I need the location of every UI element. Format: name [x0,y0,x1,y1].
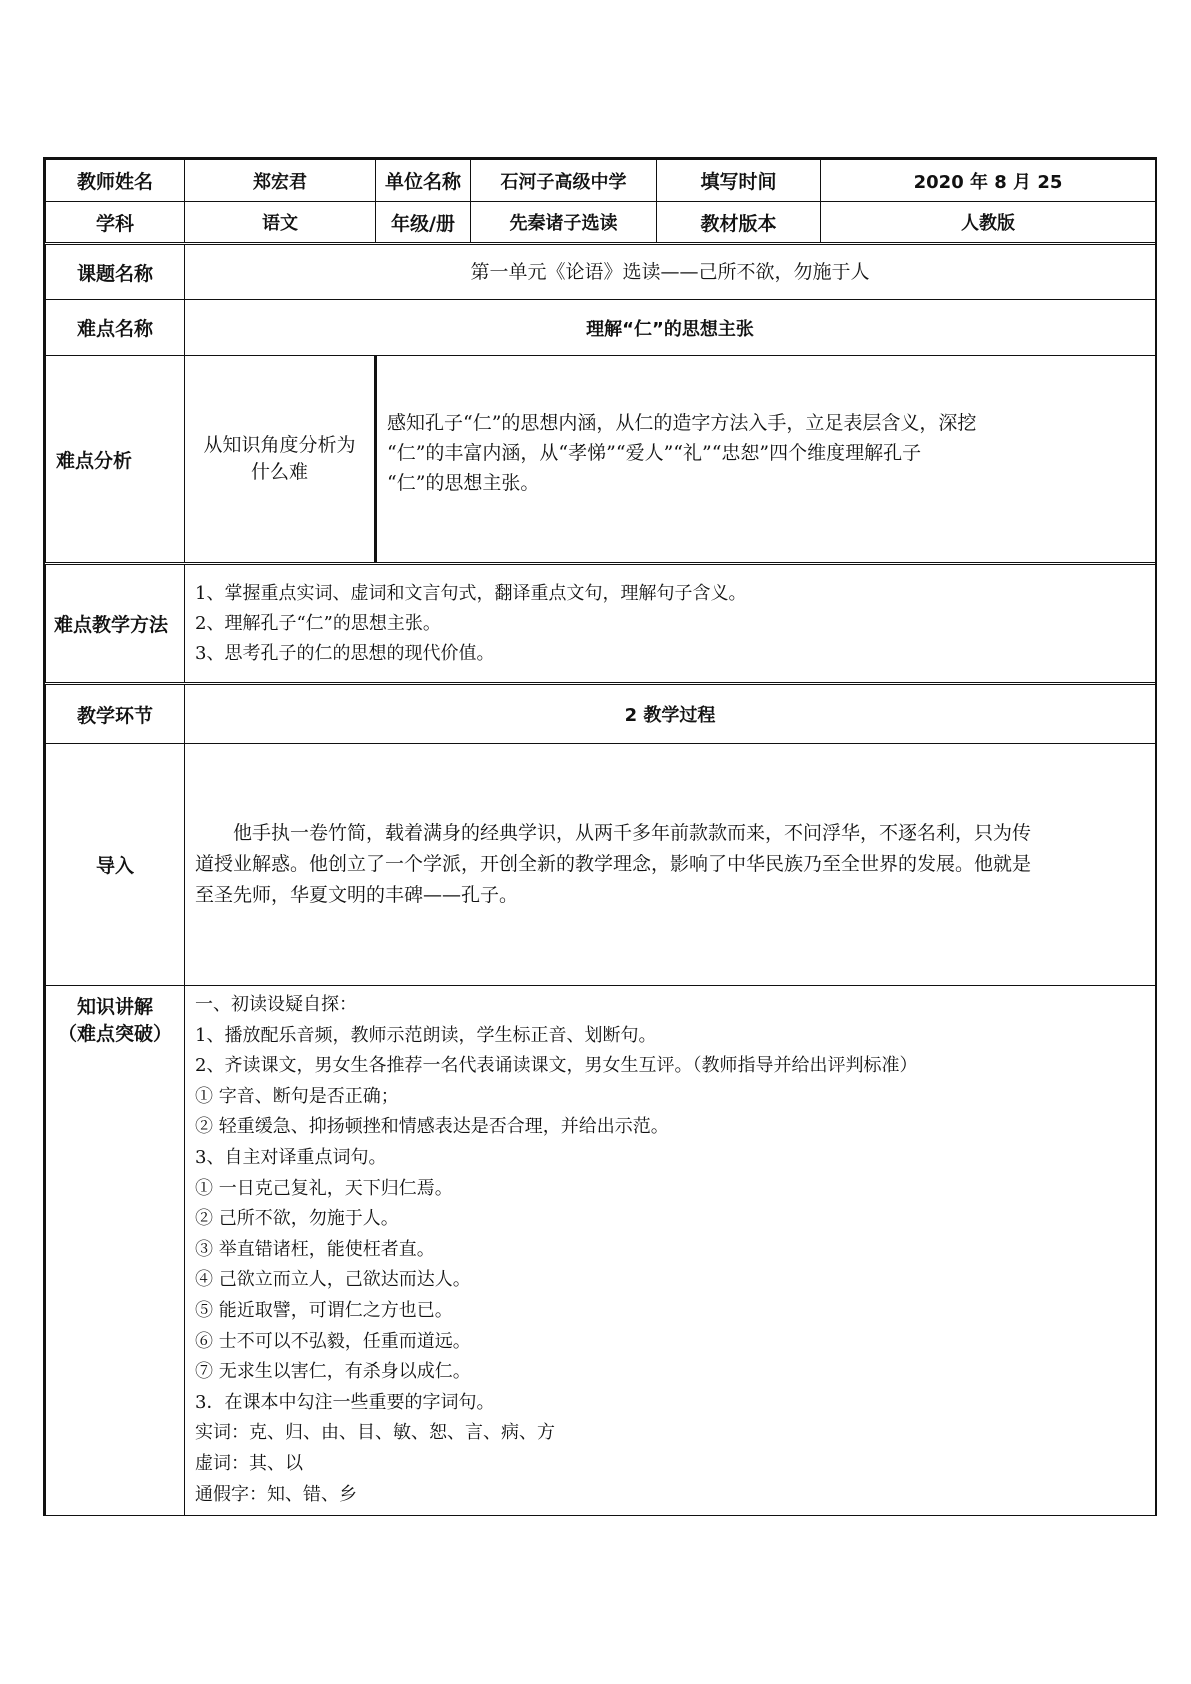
intro-label: 导入 [46,744,185,986]
knowledge-line: ⑦ 无求生以害仁，有杀身以成仁。 [195,1361,471,1383]
knowledge-line: 实词：克、归、由、目、敏、恕、言、病、方 [195,1422,555,1444]
knowledge-line: ① 一日克己复礼，天下归仁焉。 [195,1177,453,1199]
knowledge-line: 1、播放配乐音频，教师示范朗读，学生标正音、划断句。 [195,1024,657,1046]
subject-value: 语文 [185,202,376,244]
analysis-row [46,356,1156,564]
knowledge-line: ② 己所不欲，勿施于人。 [195,1208,399,1230]
methods-list [185,564,1156,684]
knowledge-line: ⑥ 士不可以不弘毅，任重而道远。 [195,1330,471,1352]
knowledge-line: 2、齐读课文，男女生各推荐一名代表诵读课文，男女生互评。（教师指导并给出评判标准） [195,1055,918,1077]
difficulty-row [46,300,1156,356]
unit-name-label: 单位名称 [376,160,471,202]
analysis-text-line1: 感知孔子“仁”的思想内涵，从仁的造字方法入手，立足表层含义，深挖 [387,412,977,434]
grade-label: 年级/册 [376,202,471,244]
edition-value: 人教版 [821,202,1156,244]
analysis-sub-label-line1: 从知识角度分析为 [203,434,356,456]
analysis-text-line3: “仁”的思想主张。 [387,472,540,494]
knowledge-row [46,986,1156,1516]
knowledge-line: ③ 举直错诸枉，能使枉者直。 [195,1238,435,1260]
subject-label: 学科 [46,202,185,244]
knowledge-line: ② 轻重缓急、抑扬顿挫和情感表达是否合理，并给出示范。 [195,1116,669,1138]
process-row [46,684,1156,744]
analysis-sub-label [185,356,376,564]
topic-row [46,244,1156,300]
grade-value: 先秦诸子选读 [471,202,657,244]
knowledge-label [46,986,185,1516]
knowledge-content [185,986,1156,1516]
knowledge-line: ⑤ 能近取譬，可谓仁之方也已。 [195,1299,453,1321]
knowledge-line: ④ 己欲立而立人，己欲达而达人。 [195,1269,471,1291]
analysis-text [376,356,1156,564]
methods-row [46,564,1156,684]
intro-text-line1: 他手执一卷竹简，载着满身的经典学识，从两千多年前款款而来，不问浮华，不逐名利，只为传 [233,822,1032,844]
knowledge-line: 一、初读设疑自探： [195,994,357,1015]
knowledge-line: ① 字音、断句是否正确； [195,1085,399,1107]
teacher-name-value: 郑宏君 [185,160,376,202]
process-value: 2 教学过程 [185,684,1156,744]
difficulty-value: 理解“仁”的思想主张 [185,300,1156,356]
knowledge-label-line1: 知识讲解 [76,996,153,1018]
knowledge-line: 3、自主对译重点词句。 [195,1146,387,1168]
intro-text-line3: 至圣先师，华夏文明的丰碑——孔子。 [195,884,519,906]
knowledge-line: 通假字：知、错、乡 [195,1483,357,1505]
methods-item: 3、思考孔子的仁的思想的现代价值。 [195,643,495,664]
unit-name-value: 石河子高级中学 [471,160,657,202]
lesson-plan-table [43,157,1157,1516]
methods-item: 1、掌握重点实词、虚词和文言句式，翻译重点文句，理解句子含义。 [195,583,747,604]
knowledge-label-line2: （难点突破） [57,1023,172,1045]
teacher-name-label: 教师姓名 [46,160,185,202]
difficulty-label: 难点名称 [46,300,185,356]
fill-date-label: 填写时间 [657,160,821,202]
topic-label: 课题名称 [46,244,185,300]
intro-text-line2: 道授业解惑。他创立了一个学派，开创全新的教学理念，影响了中华民族乃至全世界的发展。他就是 [195,853,1032,875]
analysis-label: 难点分析 [46,356,185,564]
header-row-2 [46,202,1156,244]
methods-item: 2、理解孔子“仁”的思想主张。 [195,613,441,634]
intro-row [46,744,1156,986]
edition-label: 教材版本 [657,202,821,244]
analysis-text-line2: “仁”的丰富内涵，从“孝悌”“爱人”“礼”“忠恕”四个维度理解孔子 [387,442,922,464]
process-label: 教学环节 [46,684,185,744]
knowledge-line: 3．在课本中勾注一些重要的字词句。 [195,1391,495,1413]
intro-text [185,744,1156,986]
header-row-1 [46,160,1156,202]
knowledge-line: 虚词：其、以 [195,1452,303,1474]
topic-value: 第一单元《论语》选读——己所不欲，勿施于人 [185,244,1156,300]
fill-date-value: 2020 年 8 月 25 [821,160,1156,202]
methods-label: 难点教学方法 [46,564,185,684]
analysis-sub-label-line2: 什么难 [250,461,308,483]
